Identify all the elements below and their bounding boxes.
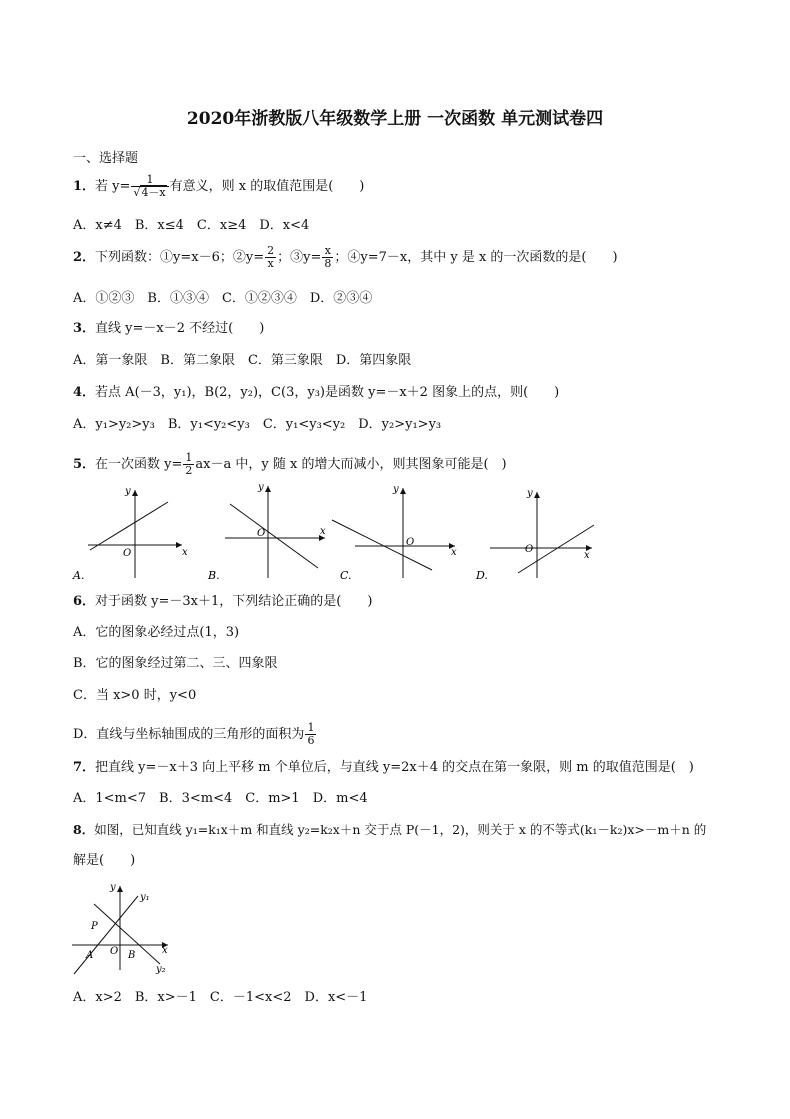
q6-text: 对于函数 y=－3x＋1，下列结论正确的是( ) [95, 594, 373, 609]
q5-fraction [183, 452, 194, 477]
option-label: B. [208, 569, 220, 582]
axis-y-label: y [393, 484, 399, 495]
q2-frac1-denominator: x [265, 257, 276, 270]
q2-text-2: ；③y= [277, 250, 322, 265]
q7-text: 把直线 y=－x＋3 向上平移 m 个单位后，与直线 y=2x＋4 的交点在第一象限，则 m 的取值范围是( ) [95, 760, 694, 775]
label-o: O [110, 946, 119, 957]
axis-x-label: x [182, 547, 188, 558]
question-2-options: A．①②③ B．①③④ C．①②③④ D．②③④ [73, 291, 373, 306]
question-number: 6． [73, 594, 96, 609]
q6-fraction [305, 722, 316, 747]
question-2 [73, 245, 618, 270]
question-1-options: A．x≠4 B．x≤4 C．x≥4 D．x<4 [73, 218, 310, 233]
q6-option-b: B．它的图象经过第二、三、四象限 [73, 656, 278, 671]
q2-fraction-1 [265, 245, 276, 270]
q6-frac-numerator: 1 [307, 721, 315, 734]
origin-label: O [257, 528, 266, 539]
question-number: 7． [73, 760, 96, 775]
q5-text-1: 在一次函数 y= [95, 457, 183, 472]
question-4 [73, 385, 559, 401]
q6-option-c: C．当 x>0 时，y<0 [73, 688, 197, 703]
q6-frac-denominator: 6 [307, 734, 315, 747]
label-y: y [110, 882, 116, 893]
question-1 [73, 174, 364, 199]
q5-graph-d [475, 488, 594, 582]
q5-graph-b [207, 482, 326, 582]
axis-y-label: y [527, 488, 533, 499]
axis-x-label: x [451, 547, 457, 558]
q2-text-1: 下列函数：①y=x－6；②y= [95, 250, 265, 265]
q2-text-3: ；④y=7－x，其中 y 是 x 的一次函数的是( ) [334, 250, 618, 265]
question-5 [73, 452, 507, 477]
q6-option-a: A．它的图象必经过点(1，3) [73, 625, 240, 640]
label-p: P [91, 921, 98, 932]
q6-option-d [73, 722, 317, 747]
q2-frac2-numerator: x [324, 244, 331, 257]
question-number: 3． [73, 321, 96, 336]
q5-graphs [70, 478, 610, 586]
option-label: C. [340, 569, 352, 582]
q8-graph [68, 880, 178, 976]
q2-frac2-denominator: 8 [324, 257, 332, 270]
q1-text-post: 有意义，则 x 的取值范围是( ) [169, 179, 365, 194]
label-a: A [86, 950, 94, 961]
q5-graph-a [72, 486, 188, 582]
q5-frac-numerator: 1 [185, 451, 193, 464]
q2-fraction-2 [322, 245, 333, 270]
question-7 [73, 760, 694, 776]
page-title: 2020年浙教版八年级数学上册 一次函数 单元测试卷四 [186, 109, 604, 129]
line-y2 [94, 904, 160, 964]
label-y1: y₁ [140, 892, 150, 903]
question-3-options: A．第一象限 B．第二象限 C．第三象限 D．第四象限 [73, 353, 412, 368]
option-label: A. [73, 569, 85, 582]
question-number: 2． [73, 250, 96, 265]
label-x: x [162, 945, 168, 956]
q4-text: 若点 A(－3，y₁)，B(2，y₂)，C(3，y₃)是函数 y=－x＋2 图象上的点，则( ) [95, 385, 560, 400]
axis-x-label: x [320, 526, 326, 537]
question-8 [73, 822, 706, 838]
q2-frac1-numerator: 2 [267, 244, 275, 257]
q8-text: 如图，已知直线 y₁=k₁x＋m 和直线 y₂=k₂x＋n 交于点 P(－1，2)，则关于 x 的不等式(k₁－k₂)x>－m＋n 的 [94, 822, 707, 837]
question-3 [73, 321, 264, 337]
option-label: D. [476, 569, 488, 582]
q1-frac-numerator: 1 [146, 173, 154, 186]
question-8-options: A．x>2 B．x>－1 C．－1<x<2 D．x<－1 [73, 990, 368, 1005]
label-y2: y₂ [156, 964, 166, 975]
q5-text-2: ax－a 中，y 随 x 的增大而减小，则其图象可能是( ) [195, 457, 507, 472]
q5-graph-c [332, 484, 457, 582]
q1-fraction: $\frac{1}{√4-x}$ [131, 174, 168, 199]
question-number: 1． [73, 179, 96, 194]
origin-label: O [406, 537, 415, 548]
question-number: 4． [73, 385, 96, 400]
q5-frac-denominator: 2 [185, 464, 193, 477]
q6-option-d-text: D．直线与坐标轴围成的三角形的面积为 [73, 727, 305, 742]
q1-radicand: 4－x [141, 186, 166, 199]
axis-y-label: y [258, 482, 264, 493]
origin-label: O [525, 544, 534, 555]
question-number: 8． [73, 822, 95, 837]
question-7-options: A．1<m<7 B．3<m<4 C．m>1 D．m<4 [73, 791, 368, 806]
q3-text: 直线 y=－x－2 不经过( ) [95, 321, 265, 336]
question-number: 5． [73, 457, 96, 472]
question-6 [73, 594, 372, 610]
section-heading: 一、选择题 [73, 151, 139, 166]
label-b: B [128, 950, 136, 961]
q1-text-pre: 若 y= [95, 179, 131, 194]
question-8-line-2: 解是( ) [73, 853, 136, 868]
origin-label: O [123, 548, 132, 559]
axis-y-label: y [125, 486, 131, 497]
question-4-options: A．y₁>y₂>y₃ B．y₁<y₂<y₃ C．y₁<y₃<y₂ D．y₂>y₁>y₃ [73, 417, 442, 432]
axis-x-label: x [584, 550, 590, 561]
